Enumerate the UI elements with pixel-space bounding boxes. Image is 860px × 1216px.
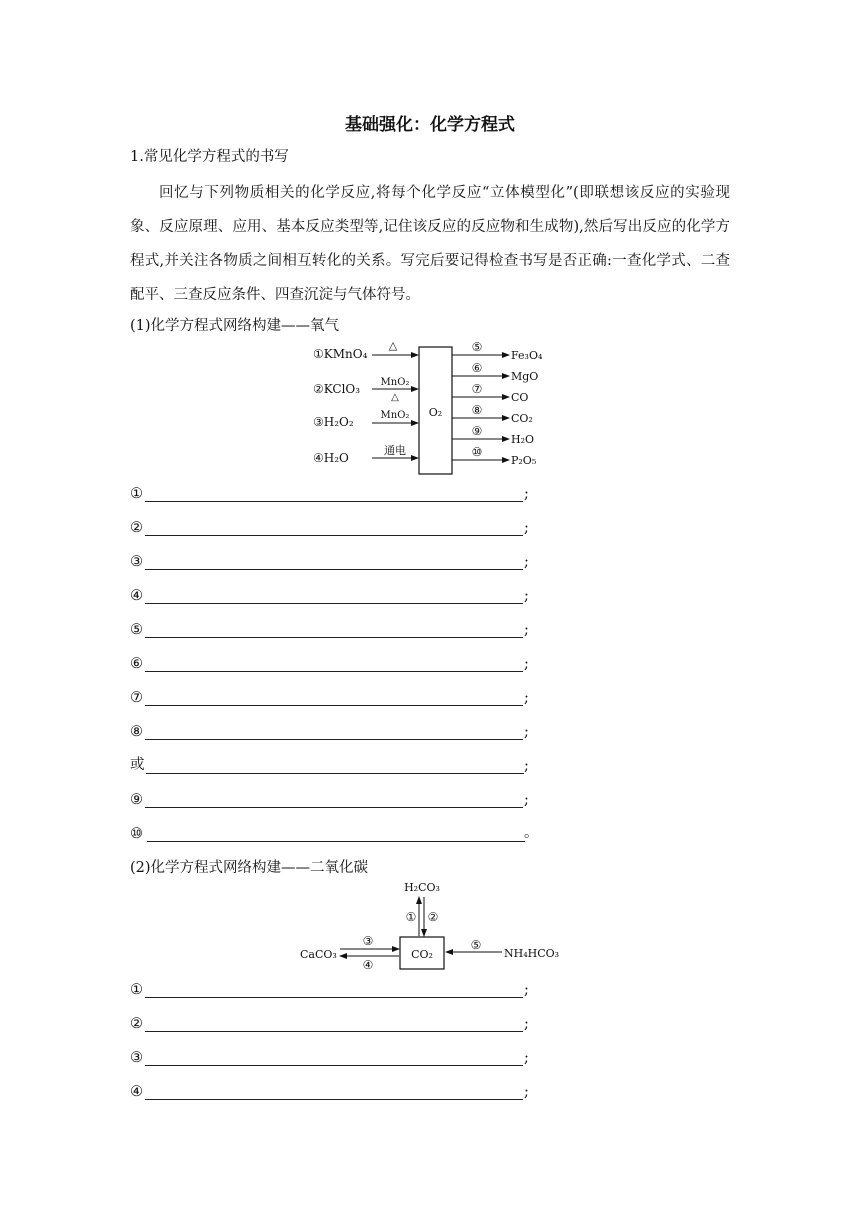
answer-row <box>130 1080 540 1102</box>
label-nh4hco3: NH₄HCO₃ <box>504 947 560 960</box>
output-product-8: CO₂ <box>511 412 533 425</box>
page-title: 基础强化：化学方程式 <box>345 115 515 135</box>
answer-label: 或 <box>130 757 145 773</box>
answer-label: ③ <box>130 1050 143 1066</box>
output-product-5: Fe₃O₄ <box>511 349 543 362</box>
label-h2co3: H₂CO₃ <box>404 881 440 894</box>
condition-electrolysis: 通电 <box>384 444 406 457</box>
answer-line[interactable] <box>145 569 523 570</box>
answer-end-punctuation: ; <box>524 1050 529 1066</box>
output-product-10: P₂O₅ <box>511 454 537 467</box>
answer-label: ⑨ <box>130 792 143 808</box>
answer-row <box>130 720 540 742</box>
answer-row <box>130 686 540 708</box>
answer-label: ③ <box>130 554 143 570</box>
co2-network-heading: (2)化学方程式网络构建——二氧化碳 <box>130 860 369 876</box>
answer-label: ① <box>130 982 143 998</box>
answer-line[interactable] <box>145 1031 523 1032</box>
answer-row <box>130 978 540 1000</box>
answer-row <box>130 754 540 776</box>
output-number-10: ⑩ <box>471 445 483 459</box>
o2-center-label: O₂ <box>428 406 443 419</box>
answer-label: ⑦ <box>130 690 143 706</box>
answer-row <box>130 1046 540 1068</box>
answer-row <box>130 516 540 538</box>
answer-label: ① <box>130 486 143 502</box>
answer-end-punctuation: ; <box>524 622 529 638</box>
label-n3: ③ <box>362 934 374 948</box>
answer-end-punctuation: ; <box>524 724 529 740</box>
answer-end-punctuation: ; <box>524 792 529 808</box>
output-number-6: ⑥ <box>471 361 483 375</box>
answer-row <box>130 550 540 572</box>
answer-row <box>130 1012 540 1034</box>
answer-line[interactable] <box>145 501 523 502</box>
answer-end-punctuation: ; <box>524 486 529 502</box>
answer-line[interactable] <box>146 773 524 774</box>
answer-line[interactable] <box>145 1099 523 1100</box>
answer-end-punctuation: ; <box>524 554 529 570</box>
answer-end-punctuation: ; <box>524 588 529 604</box>
answer-line[interactable] <box>145 705 523 706</box>
answer-end-punctuation: ; <box>524 758 529 774</box>
answer-label: ④ <box>130 588 143 604</box>
input-kclo3: ②KClO₃ <box>313 382 361 396</box>
output-number-9: ⑨ <box>471 424 483 438</box>
intro-paragraph: 回忆与下列物质相关的化学反应,将每个化学反应“立体模型化”(即联想该反应的实验现象、反应原理、应用、基本反应类型等,记住该反应的反应物和生成物),然后写出反应的化学方程式,并关注各物质之间相互转化的关系。写完后要记得检查书写是否正确:一查化学式、二查配平、三查反应条件、四查沉淀与气体符号。 <box>130 185 730 303</box>
answer-end-punctuation: ; <box>524 520 529 536</box>
output-product-6: MgO <box>511 370 539 383</box>
output-number-8: ⑧ <box>471 403 483 417</box>
output-product-7: CO <box>511 391 529 404</box>
answer-line[interactable] <box>145 739 523 740</box>
answer-row <box>130 788 540 810</box>
answer-line[interactable] <box>145 535 523 536</box>
answer-row <box>130 584 540 606</box>
condition-mno2-2: MnO₂ <box>380 410 410 421</box>
answer-line[interactable] <box>145 807 523 808</box>
co2-center-label: CO₂ <box>411 948 433 961</box>
output-product-9: H₂O <box>511 433 535 446</box>
oxygen-network-diagram <box>300 338 560 478</box>
condition-mno2-1: MnO₂ <box>380 377 410 388</box>
answer-line[interactable] <box>147 841 525 842</box>
answer-label: ④ <box>130 1084 143 1100</box>
oxygen-network-heading: (1)化学方程式网络构建——氧气 <box>130 318 340 334</box>
answer-end-punctuation: ; <box>524 982 529 998</box>
label-caco3: CaCO₃ <box>300 948 337 961</box>
answer-label: ⑥ <box>130 656 143 672</box>
answer-end-punctuation: ; <box>524 690 529 706</box>
answer-line[interactable] <box>145 1065 523 1066</box>
label-n5: ⑤ <box>470 938 482 952</box>
answer-line[interactable] <box>145 671 523 672</box>
output-number-5: ⑤ <box>471 340 483 354</box>
answer-line[interactable] <box>145 997 523 998</box>
label-n4: ④ <box>362 958 374 972</box>
input-h2o2: ③H₂O₂ <box>313 415 354 429</box>
condition-heat-2: △ <box>391 392 399 403</box>
answer-label: ⑤ <box>130 622 143 638</box>
label-n1: ① <box>405 910 417 924</box>
input-h2o: ④H₂O <box>313 451 349 465</box>
label-n2: ② <box>427 910 439 924</box>
answer-row <box>130 822 540 844</box>
answer-end-punctuation: ; <box>524 1084 529 1100</box>
input-kmno4: ①KMnO₄ <box>313 347 368 361</box>
answer-row <box>130 482 540 504</box>
answer-row <box>130 652 540 674</box>
answer-label: ② <box>130 1016 143 1032</box>
output-number-7: ⑦ <box>471 382 483 396</box>
co2-network-diagram <box>296 878 566 978</box>
section-heading: 1.常见化学方程式的书写 <box>130 149 289 165</box>
answer-label: ⑩ <box>130 826 143 842</box>
answer-row <box>130 618 540 640</box>
answer-end-punctuation: ; <box>524 1016 529 1032</box>
condition-heat-1: △ <box>388 339 398 352</box>
answer-end-punctuation: 。 <box>524 825 539 841</box>
answer-line[interactable] <box>145 637 523 638</box>
answer-label: ② <box>130 520 143 536</box>
answer-line[interactable] <box>145 603 523 604</box>
answer-label: ⑧ <box>130 724 143 740</box>
answer-end-punctuation: ; <box>524 656 529 672</box>
